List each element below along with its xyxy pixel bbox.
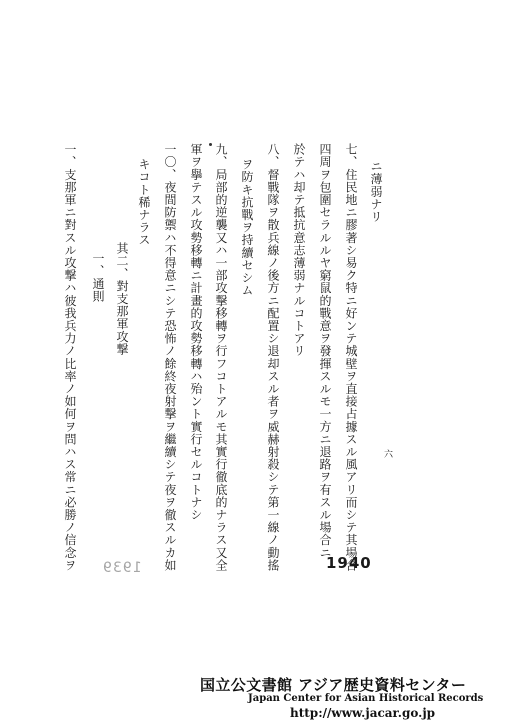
text-column: 軍ヲ擧テスル攻勢移轉ニ計畫的攻勢移轉ハ殆ント實行セルコトナシ <box>189 143 203 521</box>
text-column: 於テハ却テ抵抗意志薄弱ナルコトアリ <box>292 143 306 358</box>
text-column: 九、局部的逆襲又ハ一部攻撃移轉ヲ行フコトアルモ其實行徹底的ナラス又全 <box>214 143 228 572</box>
text-column: キコト稀ナラス <box>137 158 151 247</box>
archive-name-en: Japan Center for Asian Historical Records <box>248 693 484 704</box>
text-column: 一、支那軍ニ對スル攻撃ハ彼我兵力ノ比率ノ如何ヲ問ハス常ニ必勝ノ信念ヲ <box>63 143 77 572</box>
text-column: 四周ヲ包圍セラルルヤ窮鼠的戰意ヲ發揮スルモ一方ニ退路ヲ有スル場合ニ <box>318 143 332 559</box>
text-column: 一〇、夜間防禦ハ不得意ニシテ恐怖ノ餘終夜射撃ヲ繼續シテ夜ヲ徹スルカ如 <box>163 143 177 572</box>
subsection-heading: 一、通則 <box>91 252 105 303</box>
text-column: ニ薄弱ナリ <box>369 160 383 223</box>
page-number: 六 <box>382 449 392 458</box>
text-column: 八、督戰隊ヲ散兵線ノ後方ニ配置シ退却スル者ヲ威赫射殺シテ第一線ノ動搖 <box>266 143 280 572</box>
ink-speck <box>209 143 212 146</box>
year-stamp: 1940 <box>326 554 372 572</box>
text-column: 七、住民地ニ膠著シ易ク特ニ好ンテ城壁ヲ直接占據スル風アリ而シテ其場合 <box>344 143 358 572</box>
mirrored-stamp: 1939 <box>102 560 142 576</box>
text-column: ヲ防キ抗戰ヲ持續セシム <box>240 158 254 297</box>
archive-name-jp: 国立公文書館 アジア歴史資料センター <box>200 676 467 694</box>
section-heading: 其二、對支那軍攻撃 <box>115 242 129 356</box>
archive-url[interactable]: http://www.jacar.go.jp <box>290 706 436 720</box>
